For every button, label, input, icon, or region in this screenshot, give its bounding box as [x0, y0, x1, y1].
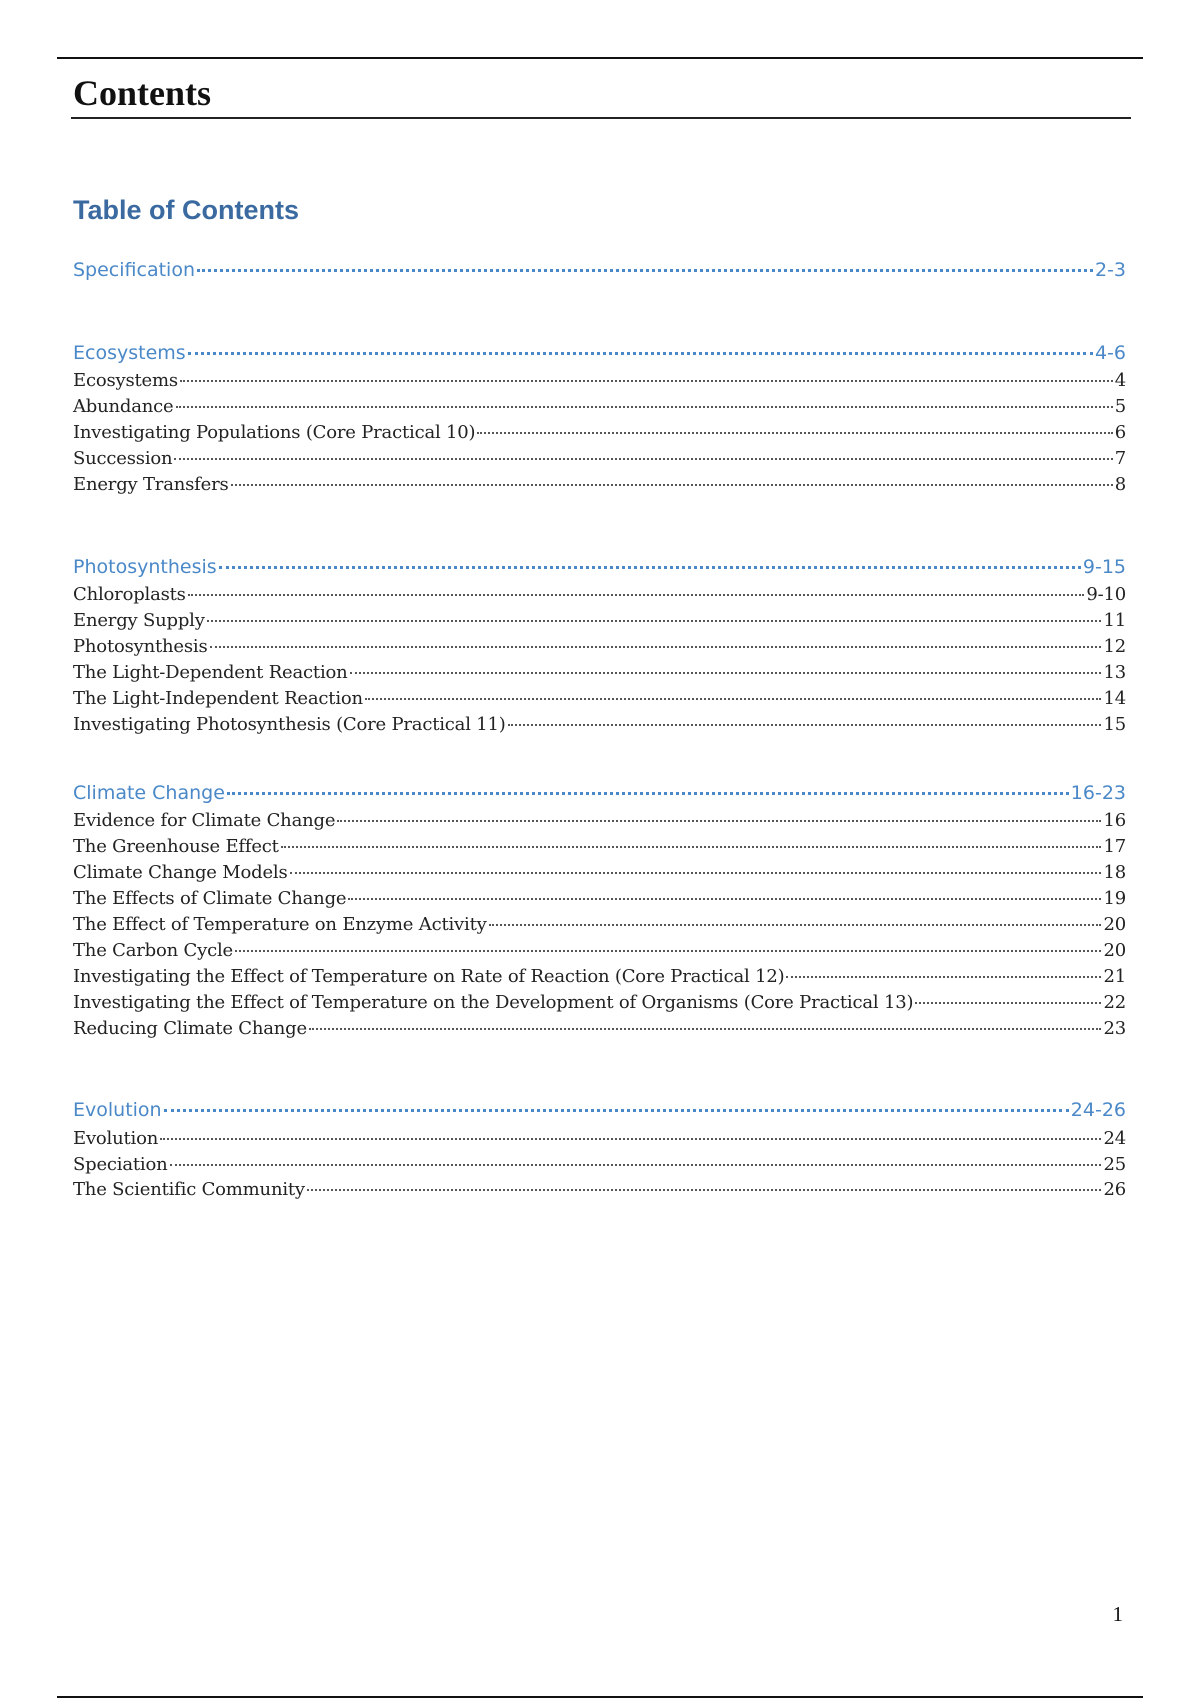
dot-leader [164, 1109, 1069, 1112]
entry-page: 8 [1114, 474, 1126, 495]
dot-leader [180, 380, 1113, 382]
toc-entry[interactable] [73, 608, 1126, 633]
section-title: Specification [73, 259, 195, 281]
section-title: Climate Change [73, 782, 225, 804]
toc-entry[interactable] [73, 446, 1126, 471]
toc-section-photosynthesis[interactable] [73, 555, 1126, 579]
entry-label: The Effects of Climate Change [73, 888, 347, 909]
entry-label: Succession [73, 448, 173, 469]
toc-entry[interactable] [73, 1152, 1126, 1177]
dot-leader [227, 792, 1069, 795]
toc-entry[interactable] [73, 964, 1126, 989]
section-pages: 9-15 [1082, 556, 1126, 578]
toc-entry[interactable] [73, 634, 1126, 659]
section-title: Ecosystems [73, 342, 186, 364]
page-number: 1 [1112, 1602, 1123, 1626]
dot-leader [231, 484, 1113, 486]
toc-entry[interactable] [73, 886, 1126, 911]
entry-page: 18 [1103, 862, 1126, 883]
toc-entry[interactable] [73, 660, 1126, 685]
section-title: Evolution [73, 1099, 162, 1121]
dot-leader [281, 846, 1102, 848]
toc-entry[interactable] [73, 582, 1126, 607]
toc-heading: Table of Contents [73, 195, 299, 225]
dot-leader [786, 976, 1101, 978]
entry-label: Reducing Climate Change [73, 1018, 307, 1039]
toc-entry[interactable] [73, 834, 1126, 859]
toc-entry[interactable] [73, 394, 1126, 419]
dot-leader [197, 269, 1093, 272]
dot-leader [508, 724, 1102, 726]
toc-entry[interactable] [73, 990, 1126, 1015]
entry-page: 5 [1114, 396, 1126, 417]
entry-label: Energy Transfers [73, 474, 229, 495]
section-pages: 24-26 [1070, 1099, 1126, 1121]
entry-page: 9-10 [1086, 584, 1126, 605]
entry-page: 4 [1114, 370, 1126, 391]
dot-leader [307, 1189, 1102, 1191]
entry-label: Investigating Photosynthesis (Core Practical 11) [73, 714, 506, 735]
entry-label: Evidence for Climate Change [73, 810, 336, 831]
entry-page: 17 [1103, 836, 1126, 857]
toc-entry[interactable] [73, 912, 1126, 937]
toc-entry[interactable] [73, 420, 1126, 445]
entry-page: 6 [1114, 422, 1126, 443]
section-title: Photosynthesis [73, 556, 217, 578]
entry-label: Abundance [73, 396, 174, 417]
entry-label: Investigating the Effect of Temperature on Rate of Reaction (Core Practical 12) [73, 966, 785, 987]
entry-page: 23 [1103, 1018, 1126, 1039]
entry-label: The Greenhouse Effect [73, 836, 279, 857]
dot-leader [290, 872, 1102, 874]
dot-leader [477, 432, 1112, 434]
dot-leader [174, 458, 1112, 460]
toc-section-ecosystems[interactable] [73, 341, 1126, 365]
toc-entry[interactable] [73, 368, 1126, 393]
toc-section-evolution[interactable] [73, 1098, 1126, 1122]
entry-label: Evolution [73, 1128, 159, 1149]
dot-leader [489, 924, 1102, 926]
dot-leader [176, 406, 1113, 408]
entry-label: The Light-Independent Reaction [73, 688, 363, 709]
toc-entry[interactable] [73, 472, 1126, 497]
dot-leader [210, 646, 1102, 648]
entry-page: 11 [1103, 610, 1126, 631]
entry-page: 22 [1103, 992, 1126, 1013]
entry-label: Chloroplasts [73, 584, 186, 605]
toc-section-specification[interactable] [73, 258, 1126, 282]
entry-label: Ecosystems [73, 370, 178, 391]
toc-section-climate-change[interactable] [73, 781, 1126, 805]
toc-entry[interactable] [73, 1177, 1126, 1202]
entry-page: 20 [1103, 914, 1126, 935]
entry-page: 20 [1103, 940, 1126, 961]
section-pages: 2-3 [1094, 259, 1126, 281]
section-pages: 4-6 [1094, 342, 1126, 364]
entry-label: Photosynthesis [73, 636, 208, 657]
dot-leader [160, 1138, 1101, 1140]
toc-entry[interactable] [73, 808, 1126, 833]
dot-leader [348, 898, 1101, 900]
dot-leader [365, 698, 1102, 700]
page-title: Contents [73, 73, 212, 113]
entry-page: 14 [1103, 688, 1126, 709]
dot-leader [188, 352, 1093, 355]
entry-label: Climate Change Models [73, 862, 288, 883]
toc-entry[interactable] [73, 1016, 1126, 1041]
entry-label: The Light-Dependent Reaction [73, 662, 348, 683]
dot-leader [350, 672, 1102, 674]
entry-label: The Carbon Cycle [73, 940, 233, 961]
dot-leader [337, 820, 1101, 822]
entry-page: 24 [1103, 1128, 1126, 1149]
entry-page: 21 [1103, 966, 1126, 987]
entry-page: 25 [1103, 1154, 1126, 1175]
entry-page: 16 [1103, 810, 1126, 831]
entry-label: Speciation [73, 1154, 168, 1175]
section-pages: 16-23 [1070, 782, 1126, 804]
entry-page: 15 [1103, 714, 1126, 735]
entry-page: 12 [1103, 636, 1126, 657]
dot-leader [219, 566, 1081, 569]
entry-label: Investigating Populations (Core Practical 10) [73, 422, 476, 443]
top-rule [57, 57, 1143, 59]
toc-entry[interactable] [73, 938, 1126, 963]
dot-leader [309, 1028, 1102, 1030]
bottom-rule [57, 1696, 1143, 1698]
entry-page: 26 [1103, 1179, 1126, 1200]
entry-page: 13 [1103, 662, 1126, 683]
dot-leader [235, 950, 1101, 952]
entry-label: Investigating the Effect of Temperature on the Development of Organisms (Core Practical 13) [73, 992, 914, 1013]
toc-entry[interactable] [73, 712, 1126, 737]
toc-entry[interactable] [73, 860, 1126, 885]
toc-entry[interactable] [73, 1126, 1126, 1151]
dot-leader [188, 594, 1085, 596]
toc-entry[interactable] [73, 686, 1126, 711]
entry-page: 19 [1103, 888, 1126, 909]
entry-label: Energy Supply [73, 610, 205, 631]
title-underline [71, 117, 1131, 119]
dot-leader [170, 1164, 1102, 1166]
dot-leader [915, 1002, 1101, 1004]
entry-label: The Effect of Temperature on Enzyme Activity [73, 914, 487, 935]
entry-page: 7 [1114, 448, 1126, 469]
dot-leader [207, 620, 1102, 622]
entry-label: The Scientific Community [73, 1179, 305, 1200]
